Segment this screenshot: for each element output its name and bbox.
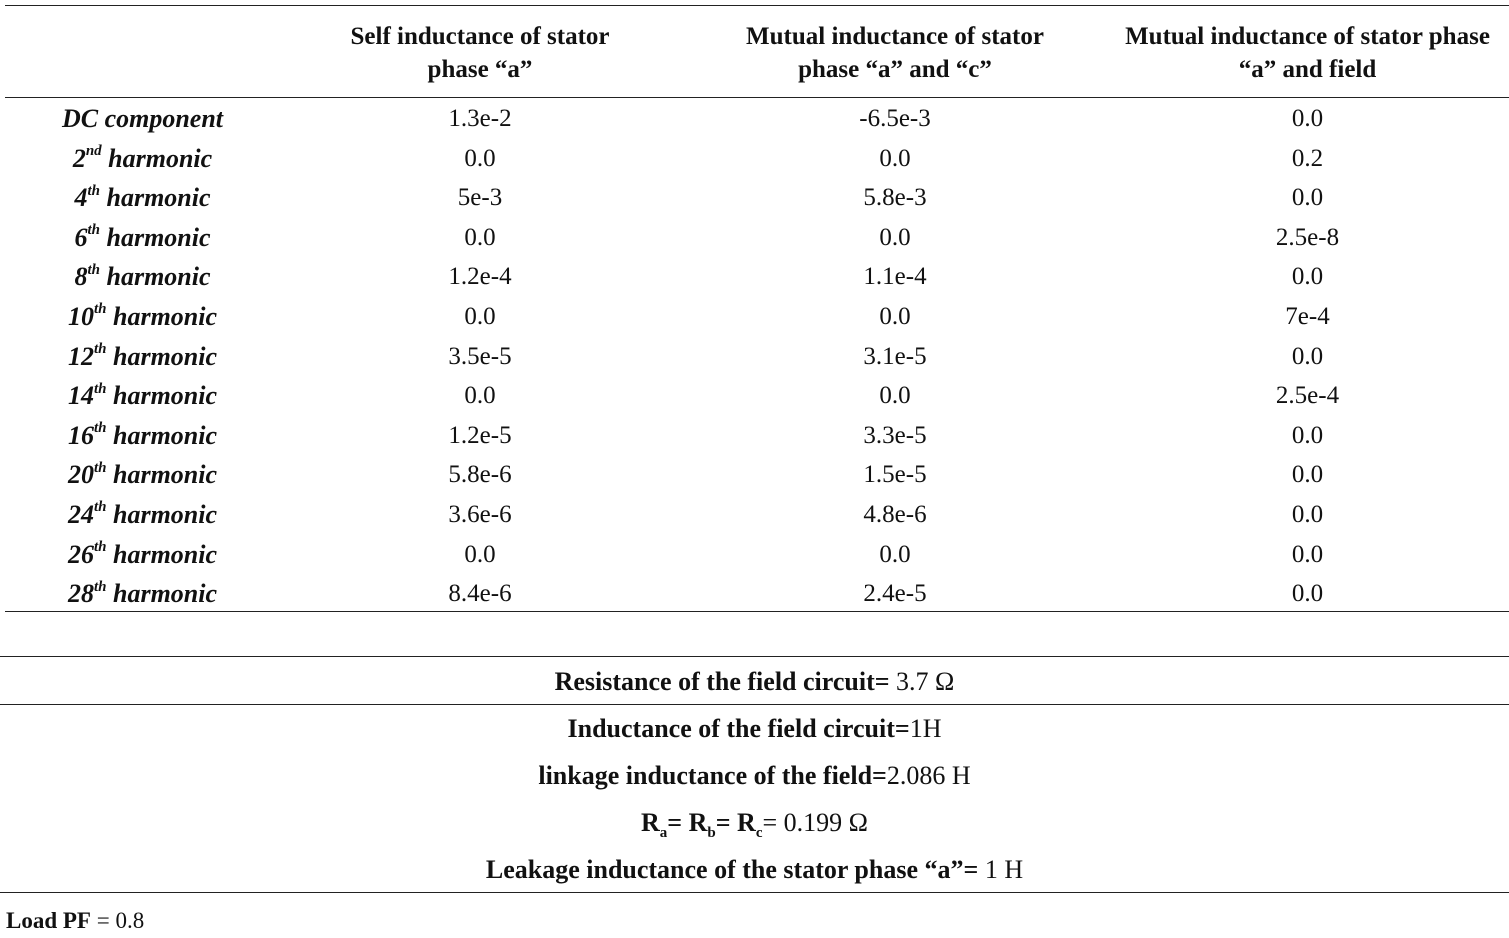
table-row <box>0 455 1509 495</box>
row-label-suffix: harmonic <box>106 460 218 490</box>
rc-symbol: R <box>737 808 756 837</box>
row-label-suffix: harmonic <box>106 341 218 371</box>
row-label-ordinal: th <box>93 499 107 516</box>
table-cell: 0.0 <box>464 540 496 568</box>
row-label-ordinal: th <box>87 261 100 278</box>
leakage-inductance <box>0 853 1509 887</box>
field-inductance-value: 1H <box>909 714 942 743</box>
table-row <box>0 535 1509 575</box>
field-inductance <box>0 712 1509 746</box>
row-label-suffix: harmonic <box>106 381 218 411</box>
table-cell: 0.0 <box>1291 540 1324 568</box>
row-label-ordinal: nd <box>85 142 102 159</box>
leakage-inductance-label: Leakage inductance of the stator phase “a”= <box>485 855 979 884</box>
row-label <box>40 218 245 258</box>
rb-symbol: R <box>688 808 708 837</box>
table-cell: 1.3e-2 <box>448 105 512 132</box>
row-label <box>40 337 245 377</box>
table-cell: 0.0 <box>1291 263 1324 291</box>
table-row <box>0 178 1509 218</box>
row-label-main: 14 <box>67 381 94 411</box>
row-label-suffix: harmonic <box>99 222 211 252</box>
table-cell: 0.0 <box>464 223 496 251</box>
header-rule <box>5 97 1509 98</box>
table-row <box>0 337 1509 377</box>
table-row <box>0 257 1509 297</box>
table-row <box>0 574 1509 614</box>
row-label-ordinal: th <box>93 578 107 595</box>
row-label <box>40 455 245 495</box>
row-label <box>40 297 245 337</box>
row-label <box>40 257 245 297</box>
table-bottom-rule <box>5 611 1509 612</box>
ra-symbol: R <box>640 808 660 837</box>
table-cell: 5.8e-6 <box>448 461 512 489</box>
row-label-suffix: harmonic <box>99 183 211 213</box>
table-cell: 0.0 <box>1291 105 1324 132</box>
table-cell: 3.5e-5 <box>448 342 512 370</box>
eq-sign-2: = <box>715 808 731 837</box>
row-label-main: 10 <box>67 302 94 331</box>
load-pf-value: = 0.8 <box>90 908 145 933</box>
column-header-self-inductance: Self inductance of stator phase “a” <box>350 23 610 83</box>
field-resistance-value: 3.7 Ω <box>889 667 955 696</box>
params-top-rule <box>0 656 1509 657</box>
load-pf-label: Load PF <box>6 908 91 933</box>
rb-subscript: b <box>707 825 716 842</box>
table-cell: 0.0 <box>464 144 496 172</box>
load-pf <box>6 906 144 936</box>
ra-subscript: a <box>659 825 668 842</box>
table-cell: 0.0 <box>1291 461 1324 489</box>
table-cell: 0.0 <box>879 303 911 330</box>
table-cell: 0.0 <box>1291 184 1324 212</box>
table-cell: 1.2e-5 <box>448 421 512 449</box>
table-cell: 3.6e-6 <box>448 501 512 528</box>
table-cell: 0.0 <box>879 540 911 568</box>
table-cell: 3.1e-5 <box>863 342 927 370</box>
row-label-main: DC component <box>61 104 224 133</box>
row-label <box>40 495 245 535</box>
linkage-inductance-label: linkage inductance of the field= <box>538 761 887 790</box>
table-cell: 0.0 <box>1291 421 1324 449</box>
table-cell: 8.4e-6 <box>448 580 512 608</box>
stator-resistance-value: = 0.199 Ω <box>762 808 868 837</box>
column-header-mutual-ac: Mutual inductance of stator phase “a” and “c” <box>746 23 1044 83</box>
rc-subscript: c <box>755 825 763 842</box>
row-label <box>40 574 245 614</box>
table-cell: 7e-4 <box>1285 303 1330 330</box>
table-cell: 0.0 <box>464 303 496 330</box>
table-cell: -6.5e-3 <box>859 105 931 132</box>
table-cell: 0.0 <box>879 382 911 410</box>
row-label-ordinal: th <box>87 222 100 239</box>
table-cell: 2.5e-4 <box>1275 382 1340 410</box>
row-label-ordinal: th <box>93 380 107 397</box>
eq-sign-1: = <box>667 808 683 837</box>
row-label-ordinal: th <box>93 538 107 555</box>
row-label-ordinal: th <box>93 420 107 437</box>
row-label-suffix: harmonic <box>99 262 211 292</box>
row-label-ordinal: th <box>93 459 107 476</box>
linkage-inductance-value: 2.086 H <box>886 761 971 790</box>
row-label-suffix: harmonic <box>106 579 218 609</box>
table-cell: 1.1e-4 <box>863 263 927 291</box>
table-cell: 1.5e-5 <box>863 461 927 489</box>
row-label <box>40 99 245 139</box>
row-label-main: 20 <box>67 460 94 490</box>
row-label-suffix: harmonic <box>101 143 213 173</box>
row-label-main: 4 <box>74 183 88 213</box>
leakage-inductance-value: 1 H <box>978 855 1024 884</box>
row-label <box>40 376 245 416</box>
row-label-main: 28 <box>67 579 94 609</box>
row-label-suffix: harmonic <box>106 302 218 331</box>
table-cell: 0.0 <box>879 223 911 251</box>
table-top-rule <box>5 5 1509 6</box>
column-header-mutual-field: Mutual inductance of stator phase “a” and field <box>1125 23 1490 83</box>
field-resistance <box>0 665 1509 699</box>
row-label-main: 24 <box>67 500 94 529</box>
row-label-suffix: harmonic <box>106 539 218 569</box>
table-row <box>0 218 1509 258</box>
row-label-main: 2 <box>72 143 86 173</box>
table-cell: 0.2 <box>1291 144 1324 172</box>
row-label <box>40 535 245 575</box>
row-label-ordinal: th <box>87 182 100 199</box>
row-label <box>40 178 245 218</box>
table-cell: 0.0 <box>879 144 911 172</box>
field-resistance-label: Resistance of the field circuit= <box>554 667 890 696</box>
table-cell: 3.3e-5 <box>863 421 927 449</box>
row-label-suffix: harmonic <box>106 420 218 450</box>
table-row <box>0 99 1509 139</box>
table-cell: 0.0 <box>1291 580 1324 608</box>
table-cell: 5e-3 <box>457 184 503 212</box>
row-label-main: 26 <box>67 539 94 569</box>
row-label-main: 12 <box>67 341 94 371</box>
row-label <box>40 416 245 456</box>
table-cell: 2.4e-5 <box>863 580 927 608</box>
row-label-suffix: harmonic <box>106 500 218 529</box>
row-label-main: 6 <box>74 222 88 252</box>
table-row <box>0 376 1509 416</box>
params-mid-rule <box>0 704 1509 705</box>
table-row <box>0 139 1509 179</box>
row-label-main: 8 <box>74 262 88 292</box>
table-cell: 1.2e-4 <box>448 263 512 291</box>
table-cell: 0.0 <box>1291 501 1324 528</box>
table-cell: 5.8e-3 <box>863 184 927 212</box>
field-inductance-label: Inductance of the field circuit= <box>567 714 910 743</box>
table-cell: 2.5e-8 <box>1275 223 1340 251</box>
row-label-main: 16 <box>67 420 94 450</box>
table-row <box>0 416 1509 456</box>
table-cell: 0.0 <box>1291 342 1324 370</box>
stator-resistance <box>0 806 1509 850</box>
params-bottom-rule <box>0 892 1509 893</box>
table-cell: 4.8e-6 <box>863 501 927 528</box>
table-row <box>0 297 1509 337</box>
linkage-inductance <box>0 759 1509 793</box>
table-cell: 0.0 <box>464 382 496 410</box>
row-label <box>40 139 245 179</box>
row-label-ordinal: th <box>93 340 107 357</box>
row-label-ordinal: th <box>93 301 107 318</box>
table-row <box>0 495 1509 535</box>
